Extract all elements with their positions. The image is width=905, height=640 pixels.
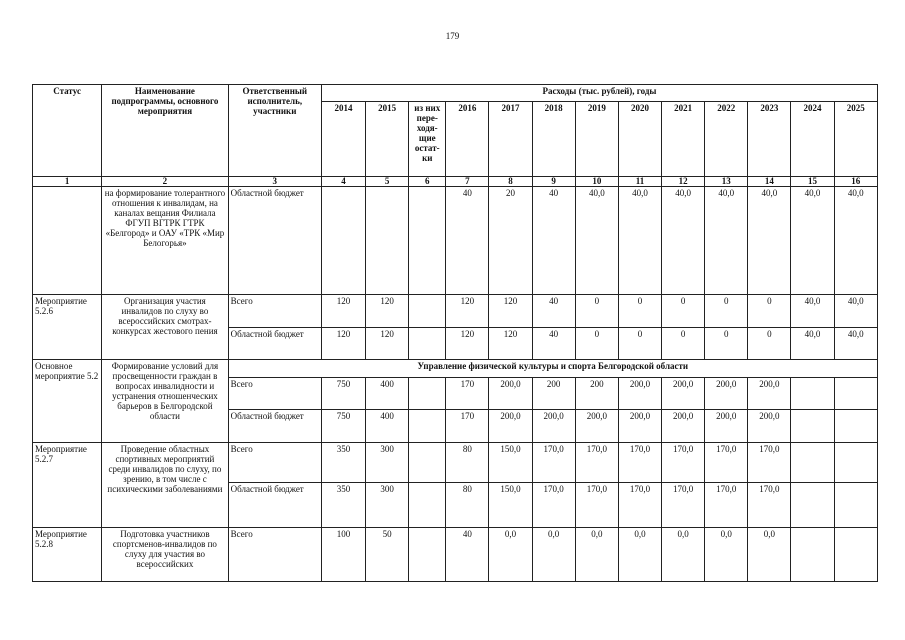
value-cell: 80 — [446, 483, 489, 528]
row-executor: Областной бюджет — [228, 410, 321, 443]
header-year: 2015 — [366, 102, 409, 177]
value-cell: 120 — [489, 295, 532, 328]
value-cell: 350 — [321, 483, 365, 528]
value-cell: 40 — [532, 295, 575, 328]
column-number: 11 — [618, 177, 661, 187]
table-row — [33, 528, 878, 582]
value-cell: 170,0 — [705, 443, 748, 483]
value-cell: 170,0 — [618, 483, 661, 528]
value-cell: 0 — [705, 295, 748, 328]
value-cell: 0 — [748, 295, 791, 328]
value-cell: 20 — [489, 187, 532, 295]
value-cell: 120 — [366, 295, 409, 328]
value-cell: 200 — [575, 378, 618, 410]
row-status: Мероприятие 5.2.6 — [33, 295, 102, 360]
value-cell: 750 — [321, 378, 365, 410]
column-number: 16 — [834, 177, 877, 187]
value-cell — [791, 378, 834, 410]
value-cell: 40,0 — [834, 295, 877, 328]
value-cell: 40,0 — [834, 187, 877, 295]
header-year: 2020 — [618, 102, 661, 177]
value-cell: 0 — [748, 328, 791, 360]
column-number: 13 — [705, 177, 748, 187]
value-cell: 120 — [489, 328, 532, 360]
budget-table — [32, 84, 878, 582]
header-year: 2018 — [532, 102, 575, 177]
row-name: на формирование толерантного отношения к инвалидам, на каналах вещания Филиала ФГУП ВГТРК ГТРК «Белгород» и ОАУ «ТРК «Мир Белогорья» — [102, 187, 228, 295]
value-cell: 200,0 — [705, 410, 748, 443]
value-cell: 40,0 — [575, 187, 618, 295]
value-cell: 0 — [705, 328, 748, 360]
value-cell: 40,0 — [705, 187, 748, 295]
value-cell: 40,0 — [748, 187, 791, 295]
value-cell: 0,0 — [532, 528, 575, 582]
value-cell: 300 — [366, 483, 409, 528]
value-cell: 40,0 — [791, 295, 834, 328]
value-cell — [791, 483, 834, 528]
value-cell — [834, 528, 877, 582]
value-cell: 200,0 — [618, 378, 661, 410]
value-cell: 200,0 — [489, 378, 532, 410]
value-cell: 120 — [321, 295, 365, 328]
column-number: 3 — [228, 177, 321, 187]
column-number: 9 — [532, 177, 575, 187]
header-carryover: из них пере-ходя-щие остат-ки — [409, 102, 446, 177]
value-cell: 50 — [366, 528, 409, 582]
value-cell: 40,0 — [791, 328, 834, 360]
row-name: Подготовка участников спортсменов-инвалидов по слуху для участия во всероссийских — [102, 528, 228, 582]
value-cell: 40,0 — [662, 187, 705, 295]
value-cell: 300 — [366, 443, 409, 483]
value-cell: 0,0 — [705, 528, 748, 582]
value-cell: 350 — [321, 443, 365, 483]
value-cell: 170 — [446, 410, 489, 443]
row-executor: Всего — [228, 295, 321, 328]
value-cell: 170 — [446, 378, 489, 410]
value-cell — [409, 410, 446, 443]
value-cell: 200,0 — [705, 378, 748, 410]
value-cell: 200,0 — [575, 410, 618, 443]
value-cell: 170,0 — [748, 443, 791, 483]
header-year: 2021 — [662, 102, 705, 177]
value-cell: 170,0 — [575, 443, 618, 483]
column-number: 4 — [321, 177, 365, 187]
value-cell: 40 — [532, 328, 575, 360]
column-number: 15 — [791, 177, 834, 187]
value-cell: 40,0 — [834, 328, 877, 360]
value-cell: 40 — [446, 528, 489, 582]
value-cell: 0 — [662, 295, 705, 328]
row-name: Формирование условий для просвещенности граждан в вопросах инвалидности и устранения отношенческих барьеров в Белгородской области — [102, 360, 228, 443]
column-number: 14 — [748, 177, 791, 187]
value-cell — [409, 328, 446, 360]
header-year: 2017 — [489, 102, 532, 177]
value-cell: 170,0 — [748, 483, 791, 528]
value-cell: 170,0 — [575, 483, 618, 528]
value-cell: 200,0 — [489, 410, 532, 443]
header-executor: Ответственный исполнитель, участники — [228, 85, 321, 177]
value-cell — [791, 528, 834, 582]
header-expenses: Расходы (тыс. рублей), годы — [321, 85, 877, 102]
row-executor: Всего — [228, 378, 321, 410]
value-cell — [834, 483, 877, 528]
value-cell — [834, 443, 877, 483]
value-cell: 200,0 — [748, 378, 791, 410]
column-number: 7 — [446, 177, 489, 187]
column-number: 8 — [489, 177, 532, 187]
header-name: Наименование подпрограммы, основного мероприятия — [102, 85, 228, 177]
column-number: 6 — [409, 177, 446, 187]
value-cell: 400 — [366, 378, 409, 410]
header-year: 2014 — [321, 102, 365, 177]
value-cell: 120 — [366, 328, 409, 360]
column-number: 12 — [662, 177, 705, 187]
value-cell: 100 — [321, 528, 365, 582]
value-cell: 120 — [321, 328, 365, 360]
row-status — [33, 187, 102, 295]
column-number: 1 — [33, 177, 102, 187]
value-cell — [409, 378, 446, 410]
row-status: Основное мероприятие 5.2 — [33, 360, 102, 443]
value-cell: 40 — [532, 187, 575, 295]
value-cell — [409, 187, 446, 295]
value-cell: 200,0 — [662, 378, 705, 410]
header-year: 2024 — [791, 102, 834, 177]
value-cell: 120 — [446, 295, 489, 328]
header-year: 2016 — [446, 102, 489, 177]
table-row — [33, 295, 878, 328]
header-year: 2023 — [748, 102, 791, 177]
value-cell: 40,0 — [791, 187, 834, 295]
row-executor: Областной бюджет — [228, 328, 321, 360]
row-name: Организация участия инвалидов по слуху во всероссийских смотрах-конкурсах жестового пения — [102, 295, 228, 360]
header-year: 2025 — [834, 102, 877, 177]
row-executor: Областной бюджет — [228, 187, 321, 295]
agency-header: Управление физической культуры и спорта Белгородской области — [228, 360, 877, 378]
header-status: Статус — [33, 85, 102, 177]
value-cell: 0 — [575, 295, 618, 328]
value-cell: 0,0 — [662, 528, 705, 582]
value-cell — [366, 187, 409, 295]
row-executor: Всего — [228, 528, 321, 582]
value-cell: 0,0 — [748, 528, 791, 582]
value-cell: 0 — [662, 328, 705, 360]
value-cell: 0 — [618, 328, 661, 360]
value-cell — [834, 378, 877, 410]
column-number: 5 — [366, 177, 409, 187]
column-number: 2 — [102, 177, 228, 187]
value-cell — [834, 410, 877, 443]
value-cell: 150,0 — [489, 483, 532, 528]
value-cell: 0,0 — [618, 528, 661, 582]
value-cell: 170,0 — [532, 443, 575, 483]
value-cell: 750 — [321, 410, 365, 443]
page-number: 179 — [445, 31, 460, 41]
table-row — [33, 443, 878, 483]
value-cell: 200,0 — [532, 410, 575, 443]
column-number-row — [33, 177, 878, 187]
row-executor: Областной бюджет — [228, 483, 321, 528]
value-cell: 40 — [446, 187, 489, 295]
header-row-1 — [33, 85, 878, 102]
row-executor: Всего — [228, 443, 321, 483]
value-cell: 170,0 — [532, 483, 575, 528]
header-year: 2019 — [575, 102, 618, 177]
value-cell: 0 — [575, 328, 618, 360]
row-status: Мероприятие 5.2.8 — [33, 528, 102, 582]
value-cell: 170,0 — [705, 483, 748, 528]
value-cell: 0 — [618, 295, 661, 328]
value-cell — [791, 410, 834, 443]
value-cell: 170,0 — [618, 443, 661, 483]
value-cell — [791, 443, 834, 483]
value-cell — [321, 187, 365, 295]
value-cell: 80 — [446, 443, 489, 483]
value-cell: 200,0 — [748, 410, 791, 443]
header-year: 2022 — [705, 102, 748, 177]
row-name: Проведение областных спортивных мероприятий среди инвалидов по слуху, по зрению, в том числе с психическими заболеваниями — [102, 443, 228, 528]
value-cell: 120 — [446, 328, 489, 360]
value-cell: 170,0 — [662, 483, 705, 528]
value-cell: 200,0 — [662, 410, 705, 443]
column-number: 10 — [575, 177, 618, 187]
row-status: Мероприятие 5.2.7 — [33, 443, 102, 528]
value-cell: 0,0 — [489, 528, 532, 582]
table-row — [33, 187, 878, 295]
value-cell — [409, 443, 446, 483]
table-row — [33, 360, 878, 378]
value-cell: 150,0 — [489, 443, 532, 483]
value-cell: 0,0 — [575, 528, 618, 582]
value-cell — [409, 295, 446, 328]
value-cell — [409, 483, 446, 528]
value-cell: 400 — [366, 410, 409, 443]
value-cell — [409, 528, 446, 582]
value-cell: 200 — [532, 378, 575, 410]
value-cell: 200,0 — [618, 410, 661, 443]
value-cell: 170,0 — [662, 443, 705, 483]
value-cell: 40,0 — [618, 187, 661, 295]
